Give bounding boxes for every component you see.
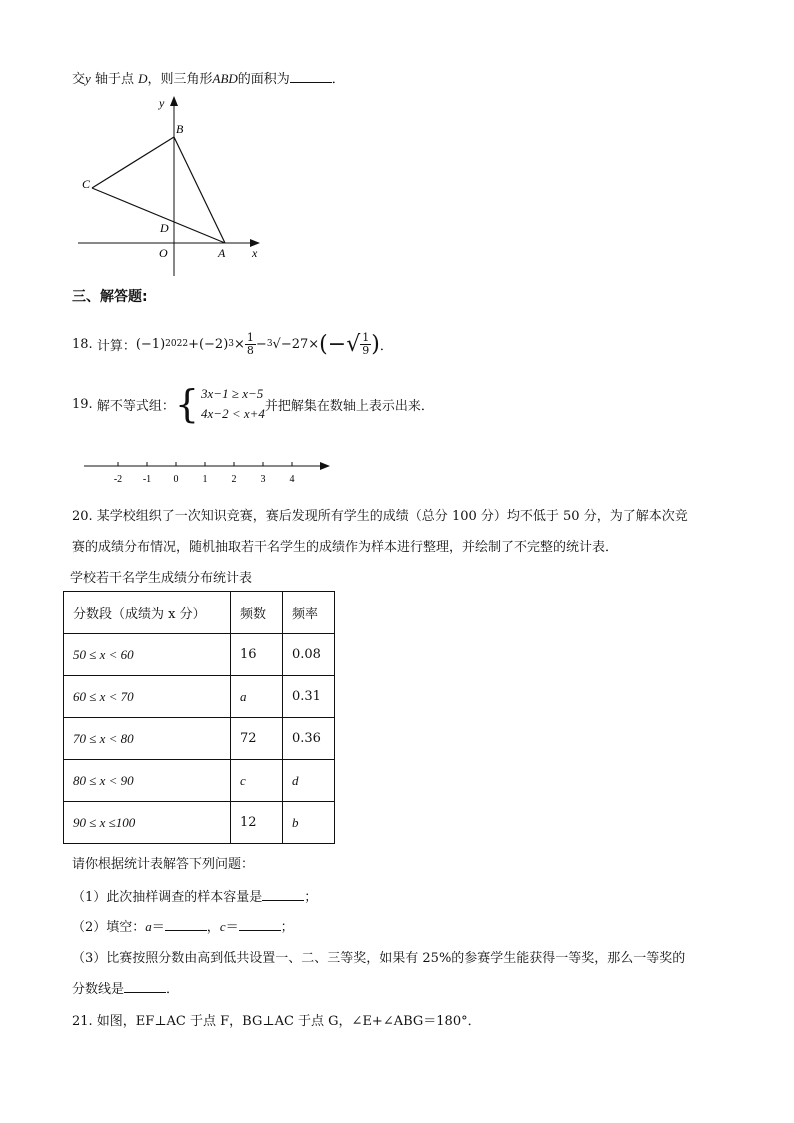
q21-line: 21. 如图，EF⊥AC 于点 F，BG⊥AC 于点 G，∠E+∠ABG＝180°． — [72, 1014, 481, 1029]
section-title: 三、解答题: — [72, 289, 148, 305]
table-row: 70 ≤ x < 80 72 0.36 — [64, 718, 335, 760]
label-B: B — [176, 122, 184, 136]
answer-blank — [165, 918, 207, 931]
segment-CB — [92, 137, 174, 188]
q20-line-2: 赛的成绩分布情况，随机抽取若干名学生的成绩作为样本进行整理，并绘制了不完整的统计表． — [72, 540, 619, 555]
answer-blank — [124, 980, 166, 993]
inequality-system: { 3x−1 ≥ x−5 4x−2 < x+4 — [174, 382, 265, 426]
q19-line: 19. 解不等式组： { 3x−1 ≥ x−5 4x−2 < x+4 并把解集在数轴上表示出来． — [72, 382, 434, 426]
answer-blank — [290, 70, 332, 83]
table-row: 50 ≤ x < 60 16 0.08 — [64, 634, 335, 676]
answer-blank — [262, 888, 304, 901]
answer-blank — [239, 918, 281, 931]
number-line-tick-label: -2 — [113, 474, 123, 485]
q18-line: 18. 计算： (−1) 2022 +(−2) 3 × $\frac{1}{8}$ − 3 √−27 × (−√ $\frac{1}{9}$ ) ． — [72, 330, 393, 357]
table-row: 90 ≤ x ≤100 12 b — [64, 802, 335, 844]
label-x: x — [252, 246, 258, 260]
number-line-tick-label: 1 — [202, 474, 208, 485]
segment-CA — [92, 188, 225, 243]
sub-question-3-line-1: （3）比赛按照分数由高到低共设置一、二、三等奖，如果有 25%的参赛学生能获得一等奖，那么一等奖的 — [72, 951, 686, 966]
label-C: C — [82, 177, 91, 191]
number-line-tick-label: 0 — [173, 474, 179, 485]
q17-tail-line: 交y 轴于点 D，则三角形ABD的面积为 ． — [72, 71, 345, 87]
sub-question-2: （2）填空：a＝ ，c＝ ； — [72, 919, 294, 935]
q20-line-1: 20. 某学校组织了一次知识竞赛，赛后发现所有学生的成绩（总分 100 分）均不低于 50 分，为了解本次竞 — [72, 509, 688, 524]
sub-question-1: （1）此次抽样调查的样本容量是 ； — [72, 890, 318, 905]
label-O: O — [159, 246, 168, 260]
table-row: 80 ≤ x < 90 c d — [64, 760, 335, 802]
table-row: 60 ≤ x < 70 a 0.31 — [64, 676, 335, 718]
label-y: y — [159, 96, 165, 110]
number-line-tick-label: 3 — [260, 474, 266, 485]
number-line — [80, 456, 336, 488]
sub-question-3-line-2: 分数线是 ． — [72, 982, 180, 997]
label-A: A — [218, 246, 226, 260]
number-line-tick-label: 4 — [289, 474, 295, 485]
fraction-1-8: $\frac{1}{8}$ — [246, 330, 254, 357]
fraction-1-9: $\frac{1}{9}$ — [362, 330, 370, 357]
number-line-tick-label: -1 — [142, 474, 152, 485]
table-title: 学校若干名学生成绩分布统计表 — [70, 571, 253, 586]
segment-BA — [174, 137, 225, 243]
table-header-row: 分数段（成绩为 x 分） 频数 频率 — [64, 592, 335, 634]
stats-table — [63, 591, 335, 844]
y-axis-arrow — [170, 96, 178, 106]
number-line-arrow — [320, 462, 330, 470]
instruction: 请你根据统计表解答下列问题： — [72, 857, 255, 872]
number-line-tick-label: 2 — [231, 474, 237, 485]
label-D: D — [160, 221, 169, 235]
triangle-figure — [70, 92, 270, 280]
